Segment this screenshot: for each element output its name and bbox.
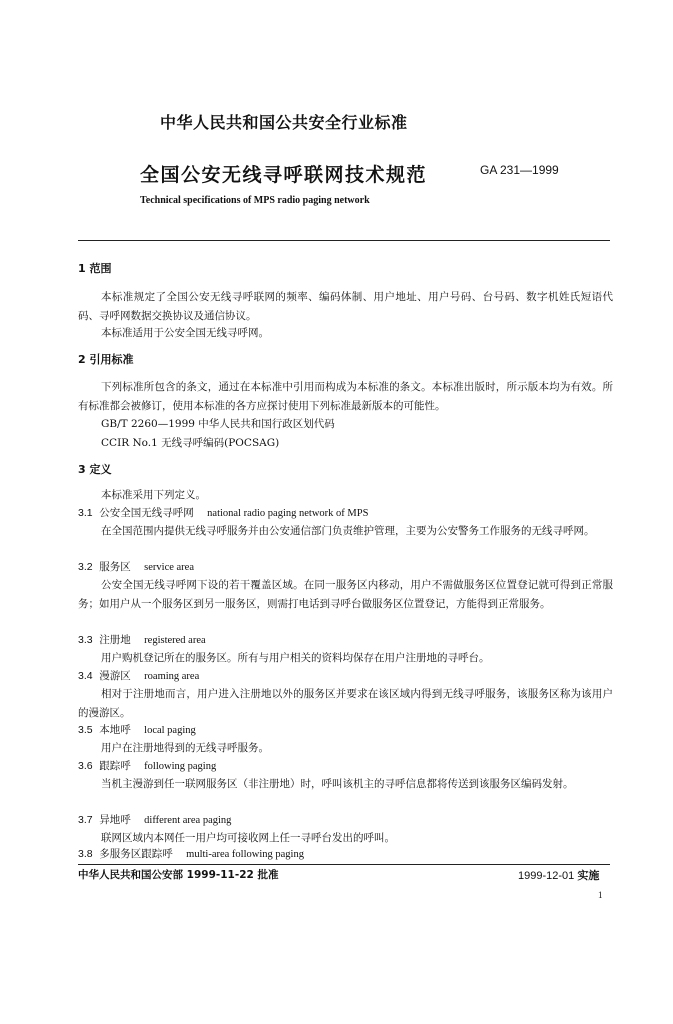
header-divider: [78, 240, 610, 241]
section-3-intro: 本标准采用下列定义。: [101, 489, 206, 501]
section-1-paragraph: 本标准适用于公安全国无线寻呼网。: [101, 327, 269, 339]
reference-item: GB/T 2260—1999 中华人民共和国行政区划代码: [101, 418, 335, 430]
term-heading: 3.1 公安全国无线寻呼网 national radio paging network of MPS: [78, 507, 369, 519]
term-definition: 相对于注册地而言，用户进入注册地以外的服务区并要求在该区域内得到无线寻呼服务，该服务区称为该用户的漫游区。: [78, 688, 613, 719]
section-2-paragraph: 下列标准所包含的条文，通过在本标准中引用而构成为本标准的条文。本标准出版时，所示版本均为有效。所有标准都会被修订，使用本标准的各方应探讨使用下列标准最新版本的可能性。: [78, 381, 613, 412]
term-heading: 3.2 服务区 service area: [78, 561, 194, 573]
section-3-heading: 3 定义: [78, 463, 112, 476]
section-1-paragraph: 本标准规定了全国公安无线寻呼联网的频率、编码体制、用户地址、用户号码、台号码、数字机姓氏短语代码、寻呼网数据交换协议及通信协议。: [78, 291, 613, 322]
term-heading: 3.4 漫游区 roaming area: [78, 670, 200, 682]
term-heading: 3.5 本地呼 local paging: [78, 724, 196, 736]
document-title: 全国公安无线寻呼联网技术规范: [140, 164, 428, 186]
footer-divider: [78, 864, 610, 865]
term-definition: 公安全国无线寻呼网下设的若干覆盖区域。在同一服务区内移动，用户不需做服务区位置登记就可得到正常服务；如用户从一个服务区到另一服务区，则需打电话到寻呼台做服务区位置登记，方能得到正常服务。: [78, 579, 613, 610]
effective-date: 1999-12-01: [518, 870, 575, 882]
standard-number: GA 231—1999: [480, 163, 559, 177]
effective-line: [518, 867, 599, 883]
term-heading: 3.7 异地呼 different area paging: [78, 814, 232, 826]
standard-category: 中华人民共和国公共安全行业标准: [160, 113, 408, 132]
section-2-heading: 2 引用标准: [78, 353, 134, 366]
term-definition: 用户在注册地得到的无线寻呼服务。: [101, 742, 269, 754]
term-definition: 在全国范围内提供无线寻呼服务并由公安通信部门负责维护管理，主要为公安警务工作服务的无线寻呼网。: [101, 525, 595, 537]
page-number: 1: [598, 890, 603, 900]
term-definition: 当机主漫游到任一联网服务区（非注册地）时，呼叫该机主的寻呼信息都将传送到该服务区编码发射。: [101, 778, 574, 790]
effective-label: 实施: [577, 869, 600, 882]
approval-line: 中华人民共和国公安部 1999-11-22 批准: [78, 869, 279, 881]
term-definition: 联网区域内本网任一用户均可接收网上任一寻呼台发出的呼叫。: [101, 832, 395, 844]
section-1-heading: 1 范围: [78, 262, 112, 275]
term-heading: 3.8 多服务区跟踪呼 multi-area following paging: [78, 848, 304, 860]
term-definition: 用户购机登记所在的服务区。所有与用户相关的资料均保存在用户注册地的寻呼台。: [101, 652, 490, 664]
term-heading: 3.3 注册地 registered area: [78, 634, 206, 646]
reference-item: CCIR No.1 无线寻呼编码(POCSAG): [101, 437, 280, 449]
term-heading: 3.6 跟踪呼 following paging: [78, 760, 217, 772]
english-title: Technical specifications of MPS radio paging network: [140, 195, 370, 206]
